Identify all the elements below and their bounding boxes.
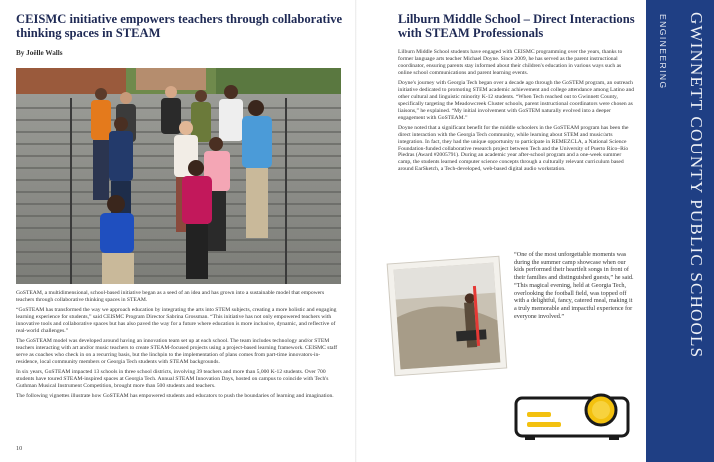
left-article-title [16,12,346,40]
sidebar-subtitle-wrap [654,14,668,154]
school-sidebar [646,0,714,462]
left-paragraph: GoSTEAM, a multidimensional, school-based initiative began as a seed of an idea and has grown into a sustainable model that empowers teachers through collaborative thinking spaces in STEAM. [16,290,325,303]
right-title-line2: with STEAM Professionals [398,26,544,40]
group-photo [16,68,341,284]
right-article-body [398,49,636,177]
right-paragraph: Doyne noted that a significant benefit for the middle schoolers in the GoSTEAM program has been the direct interaction with the Georgia Tech community, while learning about STEM and music/arts integration. In fact, they had the unique opportunity to participate in REMEZCLA, a National Science Foundation-funded collaborative research project between Tech and the University of Puerto Rico–Río Piedras (Award #2005791). During an academic year after-school program and a one-week summer camp, the students learned computer science concepts through a culturally relevant curriculum based around EarSketch, a Tech-developed, web-based digital audio workstation. [398,124,629,173]
left-page-number: 10 [16,445,23,452]
left-title-line2: thinking spaces in STEAM [16,26,161,40]
right-article-title [398,12,638,40]
right-paragraph: Lilburn Middle School students have engaged with CEISMC programming over the years, thanks to former language arts teacher Michael Doyne. Since 2009, he has served as the parent instructional coordinator, ensuring parents stay informed about their children's education in various ways such as online school communications and parent learning events. [398,49,623,76]
byline: By Joëlle Walls [16,49,63,57]
sidebar-title-wrap [676,12,706,452]
snapshot-photo [385,254,510,380]
left-title-line1: CEISMC initiative empowers teachers through collaborative [16,12,343,26]
sidebar-subtitle: ENGINEERING [658,14,668,90]
left-paragraph: The following vignettes illustrate how GoSTEAM has empowered students and educators to push the boundaries of learning and imagination. [16,393,334,400]
pull-quote: “One of the most unforgettable moments was during the summer camp showcase when our kids performed their heartfelt songs in front of their families and distinguished guests,” he said. “This magical evening, held at Georgia Tech, overlooking the football field, was topped off with a delightful, fancy, catered meal, making it a truly memorable and impactful experience for everyone involved.” [514,251,634,320]
left-paragraph: “GoSTEAM has transformed the way we approach education by integrating the arts into STEM subjects, creating a more holistic and engaging learning experience for students,” said CEISMC Program Director Sabrina Grossman. “This initiative has not only empowered teachers with innovative tools and collaborative spaces but has also paved the way for a future where education is more inclusive, dynamic, and reflective of real-world challenges.” [16,307,337,334]
left-paragraph: The GoSTEAM model was developed around having an innovation team set up at each school. The team includes technology and/or STEM teachers interacting with art and/or music teachers to create STEAM-focused projects using a project-based learning framework. CEISMC staff serve as coaches who check in on a recurring basis, but the linchpin to the implementation of plans comes from part-time innovators-in-residence, local community members or Georgia Tech students with STEAM backgrounds. [16,338,338,365]
left-article-body [16,290,342,404]
right-title-line1: Lilburn Middle School – Direct Interactions [398,12,635,26]
sidebar-title: GWINNETT COUNTY PUBLIC SCHOOLS [687,12,706,359]
right-paragraph: Doyne's journey with Georgia Tech began over a decade ago through the GoSTEM program, an outreach initiative dedicated to promoting STEM academic achievement and college attendance among Latino and other cultural and linguistic minority K-12 students. “When Tech reached out to Gwinnett County, specifically targeting the Meadowcreek Cluster schools, parent instructional coordinators were chosen as liaisons,” he explained. “My initial involvement with GoSTEM naturally evolved into a deeper engagement with GoSTEAM.” [398,80,635,121]
projector-illustration [513,390,631,442]
left-paragraph: In six years, GoSTEAM impacted 13 schools in three school districts, involving 39 teachers and more than 5,000 K-12 students. Over 700 students have toured STEAM-inspired spaces at Georgia Tech. Annual STEAM Innovation Days, hosted on campus to coincide with Tech's Guthman Musical Instrument Competition, brought more than 500 students and teachers. [16,369,329,390]
